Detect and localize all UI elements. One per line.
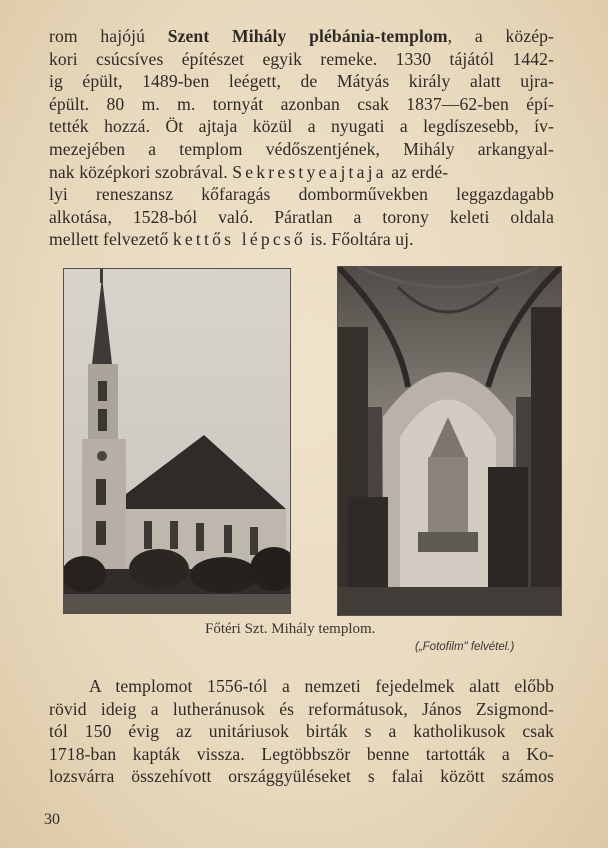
- page-number: 30: [44, 811, 60, 828]
- text-line: rom hajójú Szent Mihály plébánia-templom, a közép-: [49, 26, 554, 46]
- text-line: 1718-ban kapták vissza. Legtöbbször benne tartották a Ko-: [49, 743, 554, 764]
- text-line: tették hozzá. Öt ajtaja közül a nyugati a legdíszesebb, ív-: [49, 116, 554, 137]
- bottom-paragraph: [49, 675, 554, 788]
- spaced-word: Sekrestyeajtaja: [232, 161, 387, 182]
- text-line: ig épült, 1489-ben leégett, de Mátyás király alatt ujra-: [49, 71, 554, 92]
- text-line: mellett felvezető kettős lépcső is. Főoltára uj.: [49, 229, 414, 250]
- text-line: rövid ideig a lutheránusok és reformátusok, János Zsigmond-: [49, 698, 554, 719]
- photo-credit: („Fotofilm" felvétel.): [415, 641, 515, 653]
- text-line: épült. 80 m. m. tornyát azonban csak 1837—62-ben épí-: [49, 93, 554, 114]
- text-line: A templomot 1556-tól a nemzeti fejedelmek alatt előbb: [89, 676, 554, 696]
- church-interior-photo: [337, 266, 562, 616]
- text-line: mezejében a templom védőszentjének, Mihály arkangyal-: [49, 138, 554, 159]
- church-exterior-photo: [63, 268, 291, 614]
- text-line: kori csúcsíves építészet egyik remeke. 1330 tájától 1442-: [49, 48, 554, 69]
- text-line: lozsvárra összehívott országgyüléseket s falai között számos: [49, 766, 554, 787]
- text-line: tól 150 évig az unitáriusok birták s a katholikusok csak: [49, 721, 554, 742]
- text-line: Sekrestyeajtaja az erdé-: [232, 161, 449, 182]
- top-paragraph: [49, 25, 554, 251]
- text-line: alkotása, 1528-ból való. Páratlan a torony keleti oldala: [49, 206, 554, 227]
- text-line: lyi reneszansz kőfaragás domborművekben leggazdagabb: [49, 184, 554, 205]
- church-name-bold: Szent Mihály plébánia-templom: [167, 26, 448, 46]
- text-line: nak középkori szobrával.: [49, 161, 228, 182]
- spaced-word: kettős lépcső: [172, 229, 306, 250]
- figure-caption: Főtéri Szt. Mihály templom.: [205, 621, 376, 637]
